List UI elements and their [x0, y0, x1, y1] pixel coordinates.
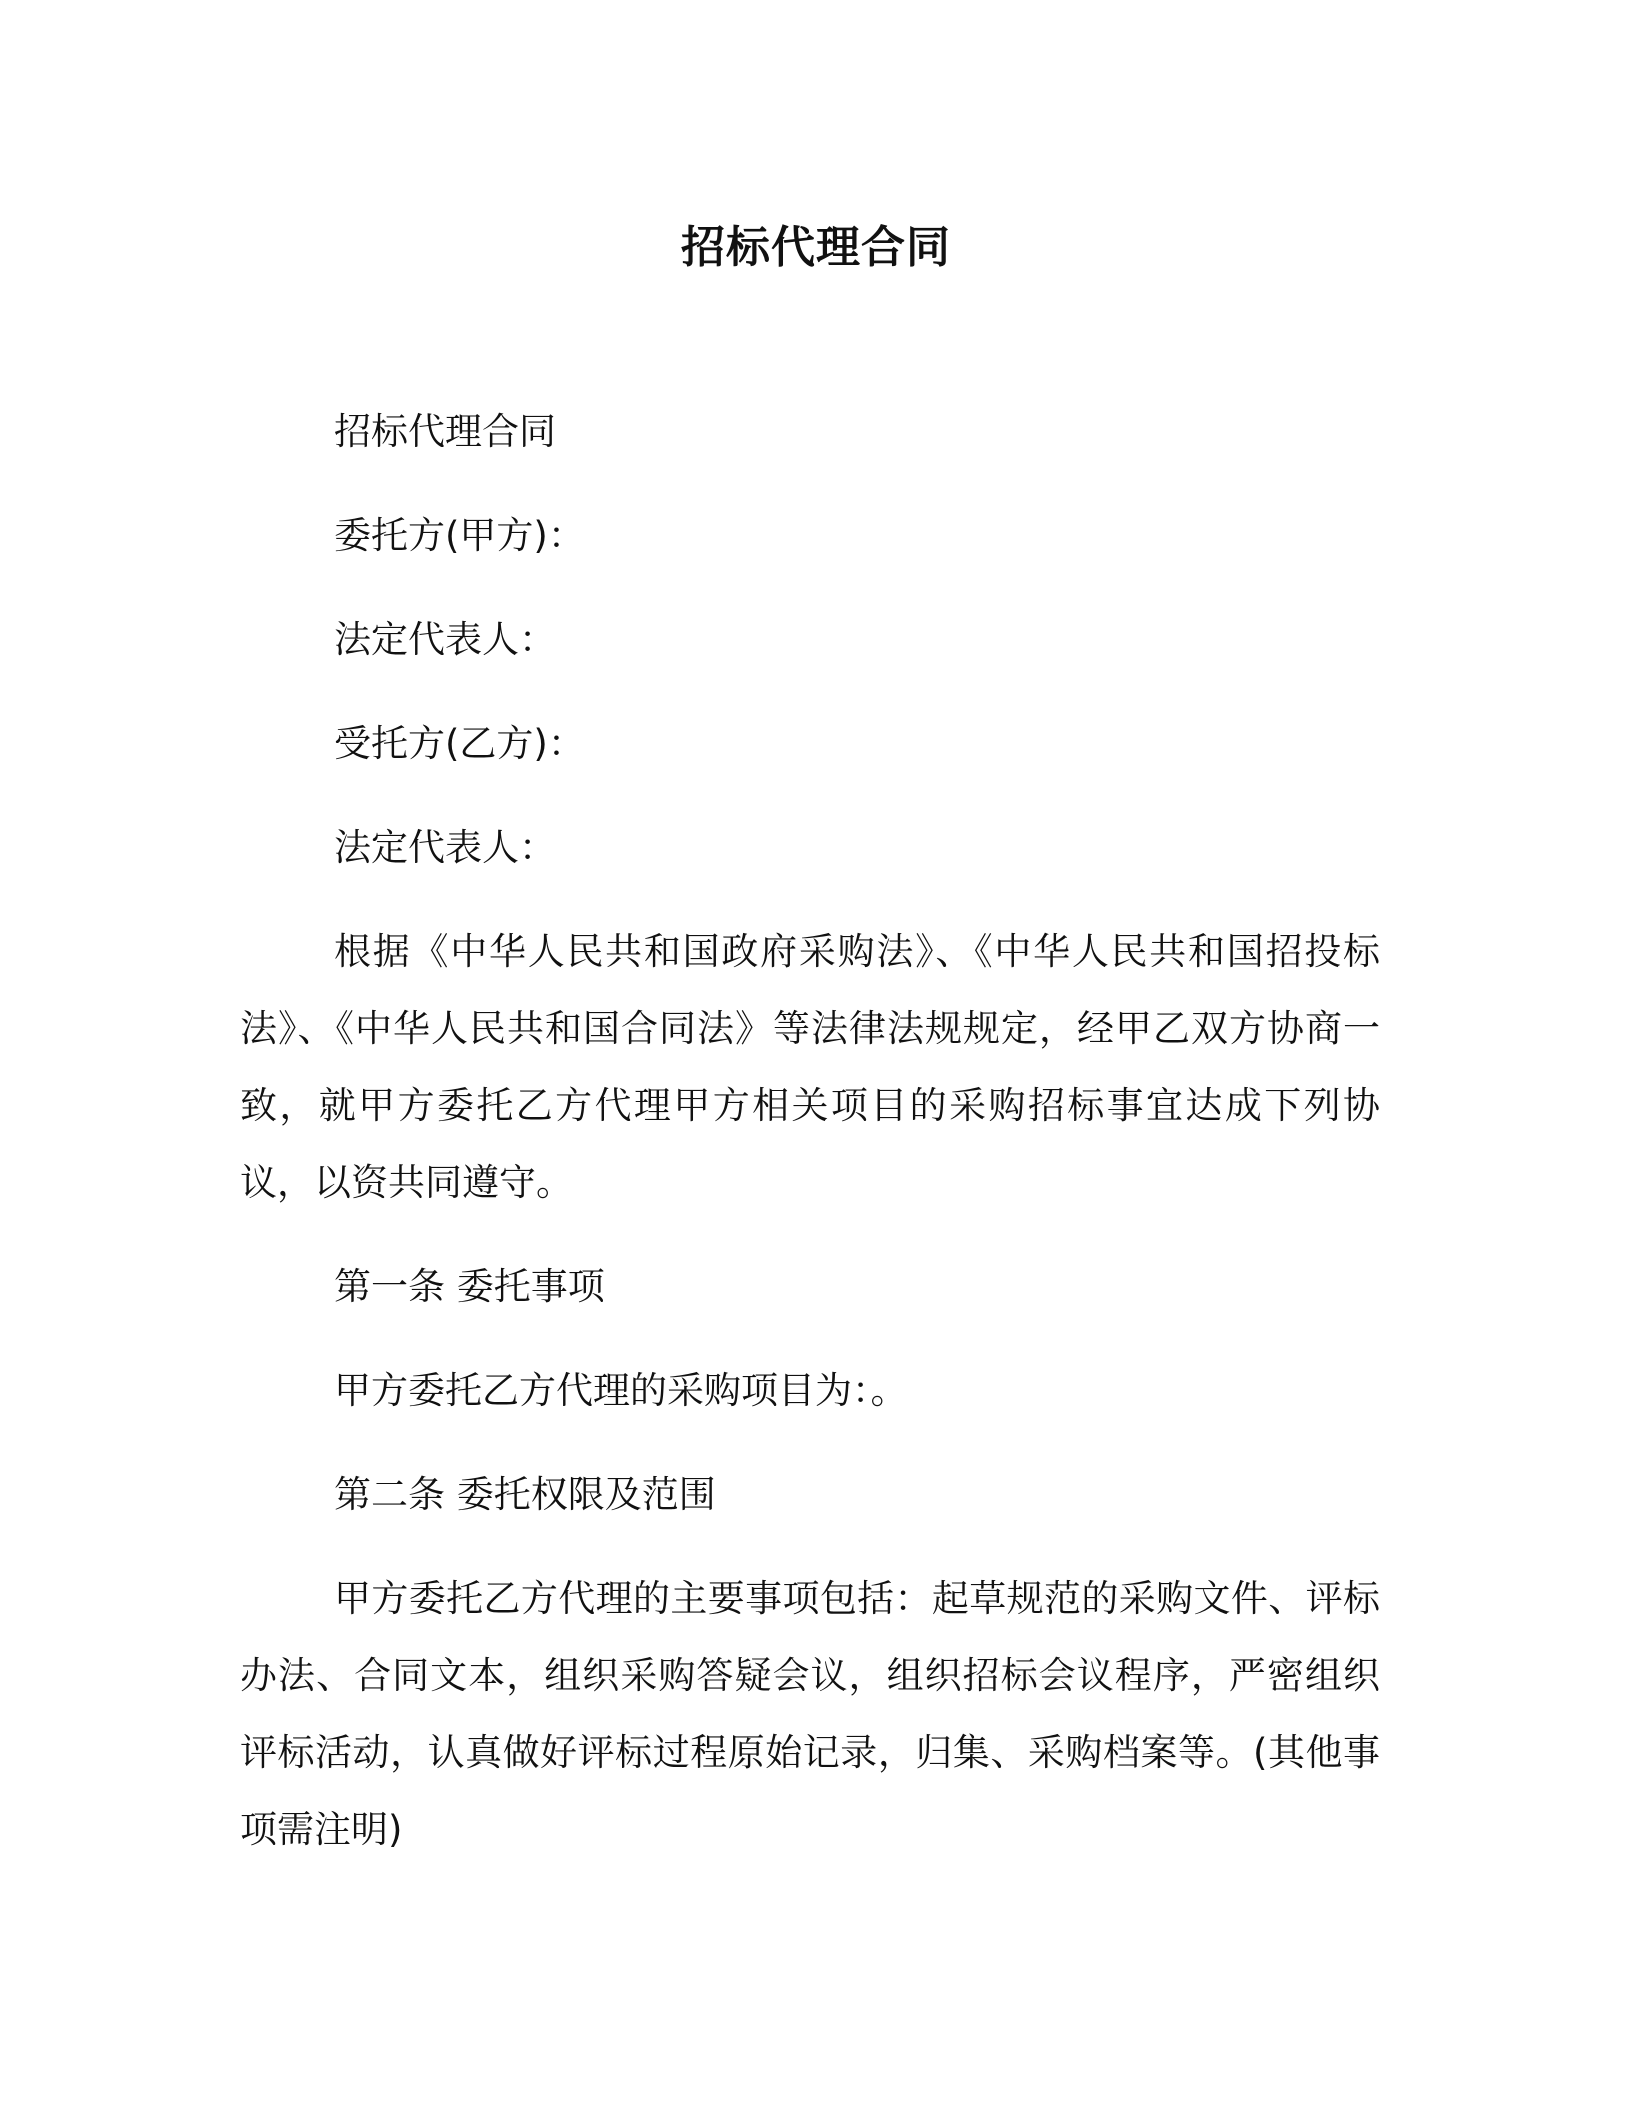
paragraph-party-a-representative: 法定代表人： [334, 618, 556, 661]
article-2-content: 甲方委托乙方代理的主要事项包括：起草规范的采购文件、评标办法、合同文本，组织采购答疑会议，组织招标会议程序，严密组织评标活动，认真做好评标过程原始记录，归集、采购档案等。(其他事项需注明) [240, 1577, 1380, 1851]
document-body [240, 393, 1380, 1895]
paragraph-contract-heading: 招标代理合同 [334, 410, 556, 453]
paragraph-party-a: 委托方(甲方)： [334, 514, 585, 557]
document-title: 招标代理合同 [681, 222, 951, 273]
paragraph-party-b-representative: 法定代表人： [334, 826, 556, 869]
paragraph-party-b: 受托方(乙方)： [334, 722, 585, 765]
article-1-content: 甲方委托乙方代理的采购项目为：。 [334, 1369, 908, 1412]
paragraph-preamble: 根据《中华人民共和国政府采购法》、《中华人民共和国招投标法》、《中华人民共和国合同法》等法律法规规定，经甲乙双方协商一致，就甲方委托乙方代理甲方相关项目的采购招标事宜达成下列协议，以资共同遵守。 [240, 930, 1380, 1204]
article-1-heading: 第一条 委托事项 [334, 1265, 605, 1308]
article-2-heading: 第二条 委托权限及范围 [334, 1473, 716, 1516]
